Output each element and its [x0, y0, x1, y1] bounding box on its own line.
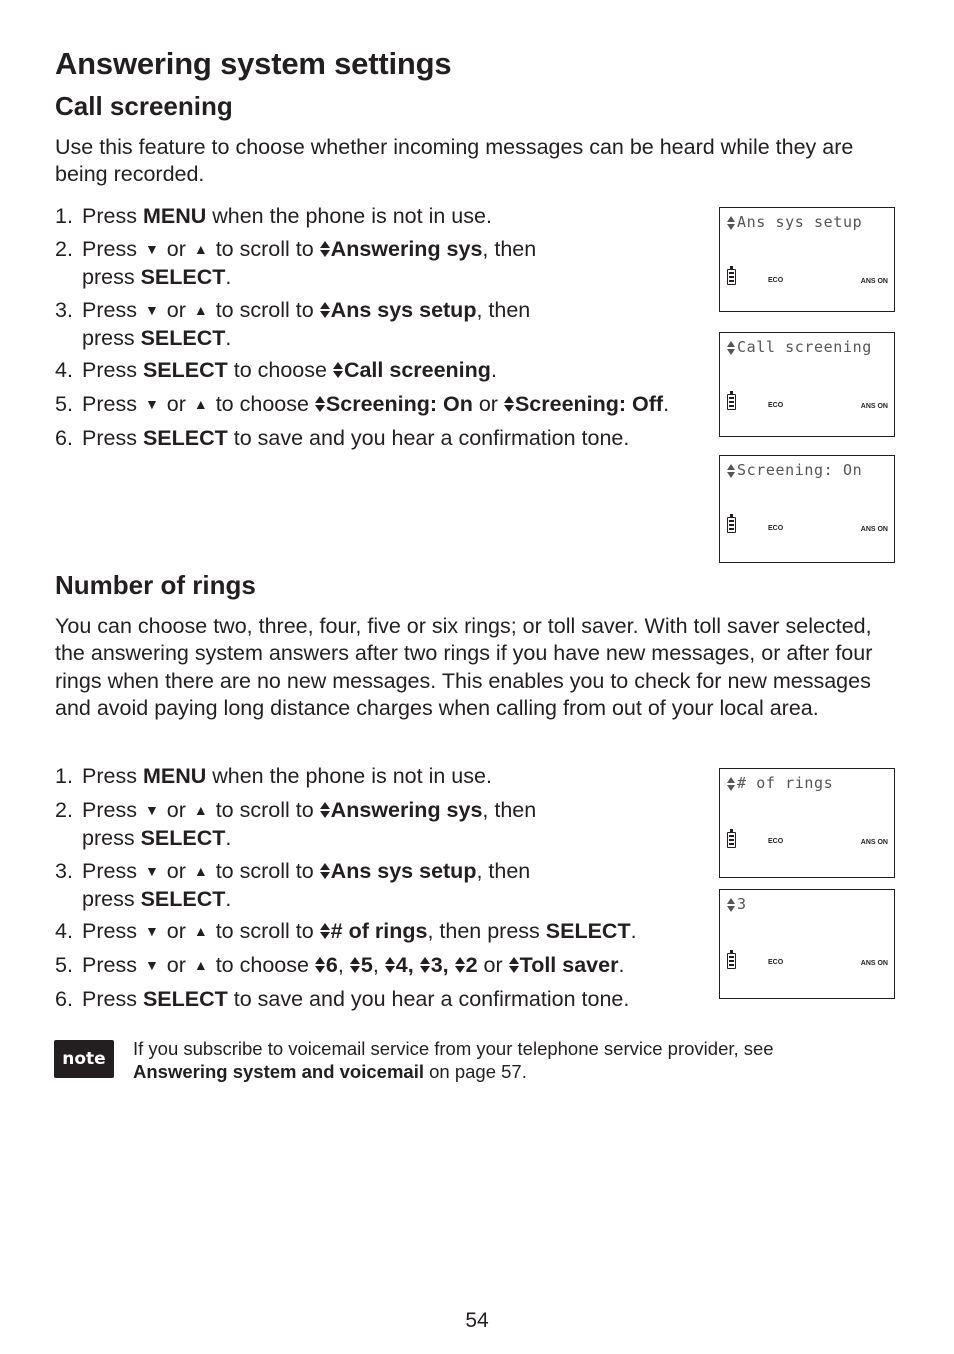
page-title: Answering system settings — [55, 46, 452, 81]
battery-icon — [727, 832, 736, 848]
battery-icon — [727, 517, 736, 533]
step-5: 5. Press ▼ or ▲ to choose Screening: On or Screening: Off. — [55, 392, 670, 416]
ans-on-indicator: ANS ON — [860, 960, 888, 967]
down-arrow-icon: ▼ — [144, 923, 159, 939]
lcd-screen-number-of-rings: # of rings ECO ANS ON — [719, 768, 895, 878]
step-6: 6. Press SELECT to save and you hear a confirmation tone. — [55, 987, 630, 1011]
page-number: 54 — [465, 1309, 489, 1332]
scroll-indicator-icon — [320, 240, 330, 258]
scroll-indicator-icon — [727, 341, 736, 357]
up-arrow-icon: ▲ — [193, 396, 208, 412]
scroll-indicator-icon — [420, 956, 430, 974]
ans-on-indicator: ANS ON — [860, 403, 888, 410]
step-6: 6. Press SELECT to save and you hear a confirmation tone. — [55, 426, 630, 450]
down-arrow-icon: ▼ — [144, 957, 159, 973]
scroll-indicator-icon — [315, 956, 325, 974]
scroll-indicator-icon — [385, 956, 395, 974]
ans-on-indicator: ANS ON — [860, 278, 888, 285]
scroll-indicator-icon — [727, 898, 736, 914]
down-arrow-icon: ▼ — [144, 302, 159, 318]
eco-indicator: ECO — [768, 838, 784, 845]
lcd-screen-screening-on: Screening: On ECO ANS ON — [719, 455, 895, 563]
eco-indicator: ECO — [768, 277, 784, 284]
up-arrow-icon: ▲ — [193, 923, 208, 939]
note-reference-link: Answering system and voicemail — [133, 1061, 424, 1082]
eco-indicator: ECO — [768, 525, 784, 532]
down-arrow-icon: ▼ — [144, 241, 159, 257]
ans-on-indicator: ANS ON — [860, 526, 888, 533]
step-2: 2. Press ▼ or ▲ to scroll to Answering sys, then press SELECT. — [55, 798, 537, 850]
step-4: 4. Press ▼ or ▲ to scroll to # of rings, then press SELECT. — [55, 919, 637, 943]
note-text: If you subscribe to voicemail service from your telephone service provider, see Answering system and voicemail on page 57. — [133, 1038, 774, 1082]
scroll-indicator-icon — [504, 395, 514, 413]
battery-icon — [727, 394, 736, 410]
scroll-indicator-icon — [320, 801, 330, 819]
scroll-indicator-icon — [727, 464, 736, 480]
scroll-indicator-icon — [727, 777, 736, 793]
section-heading-call-screening: Call screening — [55, 91, 233, 121]
down-arrow-icon: ▼ — [144, 396, 159, 412]
step-1: 1. Press MENU when the phone is not in use. — [55, 204, 492, 228]
up-arrow-icon: ▲ — [193, 957, 208, 973]
up-arrow-icon: ▲ — [193, 863, 208, 879]
eco-indicator: ECO — [768, 402, 784, 409]
step-5: 5. Press ▼ or ▲ to choose 6, 5, 4, 3, 2 or Toll saver. — [55, 953, 625, 977]
up-arrow-icon: ▲ — [193, 302, 208, 318]
scroll-indicator-icon — [320, 862, 330, 880]
step-1: 1. Press MENU when the phone is not in use. — [55, 764, 492, 788]
lcd-screen-ans-sys-setup: Ans sys setup ECO ANS ON — [719, 207, 895, 312]
scroll-indicator-icon — [320, 301, 330, 319]
menu-key: MENU — [142, 204, 207, 228]
ans-on-indicator: ANS ON — [860, 839, 888, 846]
battery-icon — [727, 953, 736, 969]
scroll-indicator-icon — [333, 361, 343, 379]
up-arrow-icon: ▲ — [193, 802, 208, 818]
scroll-indicator-icon — [455, 956, 465, 974]
scroll-indicator-icon — [727, 216, 736, 232]
scroll-indicator-icon — [320, 922, 330, 940]
scroll-indicator-icon — [509, 956, 519, 974]
scroll-indicator-icon — [350, 956, 360, 974]
lcd-screen-rings-3: 3 ECO ANS ON — [719, 889, 895, 999]
down-arrow-icon: ▼ — [144, 802, 159, 818]
down-arrow-icon: ▼ — [144, 863, 159, 879]
lcd-screen-call-screening: Call screening ECO ANS ON — [719, 332, 895, 437]
call-screening-intro: Use this feature to choose whether incoming messages can be heard while they are being recorded. — [55, 135, 854, 187]
battery-icon — [727, 269, 736, 285]
scroll-indicator-icon — [315, 395, 325, 413]
eco-indicator: ECO — [768, 959, 784, 966]
number-of-rings-intro: You can choose two, three, four, five or six rings; or toll saver. With toll saver selected, the answering system answers after two rings if you have new messages, or after four rings when there are no new messages. This enables you to check for new messages and avoid paying long distance charges when calling from out of your local area. — [55, 614, 873, 720]
step-3: 3. Press ▼ or ▲ to scroll to Ans sys setup, then press SELECT. — [55, 298, 531, 350]
section-heading-number-of-rings: Number of rings — [55, 570, 256, 600]
note-badge: note — [54, 1040, 114, 1078]
up-arrow-icon: ▲ — [193, 241, 208, 257]
step-3: 3. Press ▼ or ▲ to scroll to Ans sys setup, then press SELECT. — [55, 859, 531, 911]
step-4: 4. Press SELECT to choose Call screening. — [55, 358, 497, 382]
step-2: 2. Press ▼ or ▲ to scroll to Answering sys, then press SELECT. — [55, 237, 537, 289]
